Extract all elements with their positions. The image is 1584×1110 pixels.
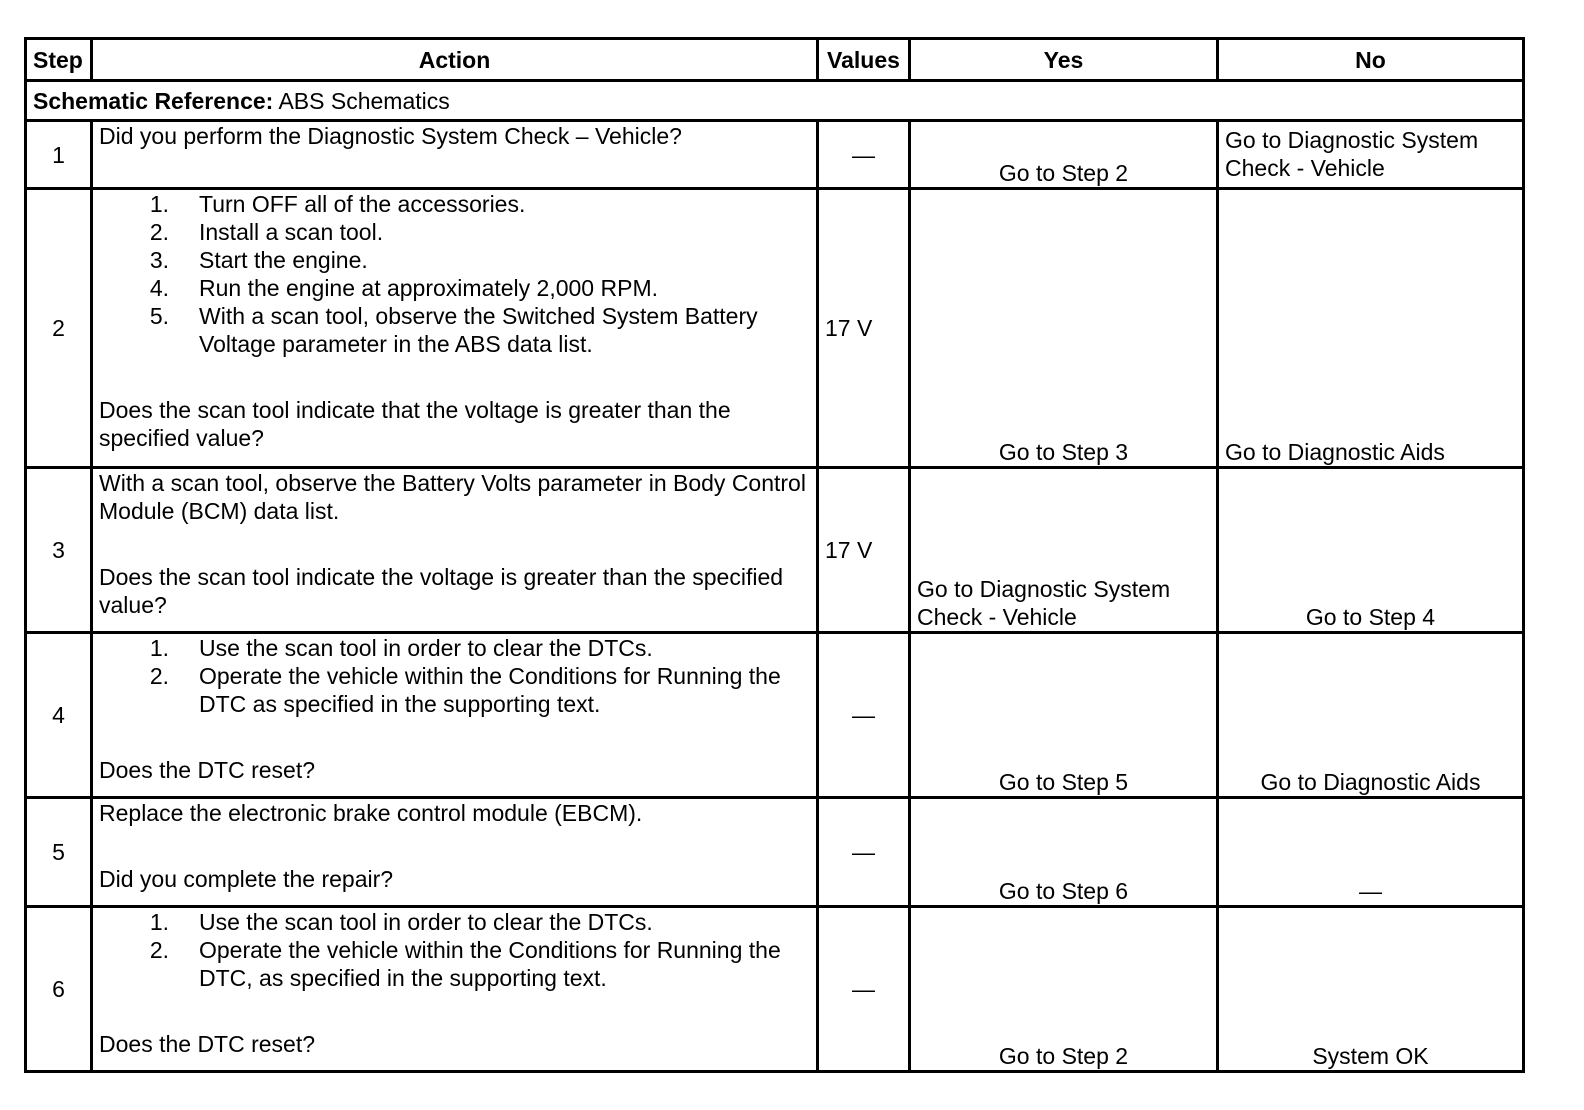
header-no: No: [1218, 39, 1524, 81]
step-number: 1: [26, 121, 92, 189]
list-item: 1. Use the scan tool in order to clear the DTCs.: [149, 909, 653, 935]
action-question: Does the scan tool indicate that the voltage is greater than the specified value?: [99, 397, 731, 451]
action-cell: [92, 468, 818, 633]
yes-cell: Go to Step 3: [910, 189, 1218, 468]
list-item: 2. Install a scan tool.: [149, 219, 384, 245]
table-row: [26, 798, 1524, 907]
step-number: 4: [26, 633, 92, 798]
no-cell: System OK: [1218, 907, 1524, 1072]
action-cell: [92, 633, 818, 798]
action-cell: [92, 907, 818, 1072]
step-number: 5: [26, 798, 92, 907]
list-item: 4. Run the engine at approximately 2,000 RPM.: [149, 275, 658, 301]
list-item: 1. Turn OFF all of the accessories.: [149, 191, 526, 217]
header-yes: Yes: [910, 39, 1218, 81]
schematic-reference-row: [26, 81, 1524, 121]
action-cell: [92, 121, 818, 189]
value-cell: —: [818, 633, 910, 798]
value-cell: 17 V: [818, 189, 910, 468]
yes-cell: Go to Step 2: [910, 121, 1218, 189]
action-question: Does the DTC reset?: [99, 1031, 316, 1057]
table-row: [26, 907, 1524, 1072]
yes-cell: Go to Step 6: [910, 798, 1218, 907]
value-cell: —: [818, 798, 910, 907]
step-number: 2: [26, 189, 92, 468]
table-row: [26, 189, 1524, 468]
no-cell: Go to Diagnostic Aids: [1218, 189, 1524, 468]
no-cell: Go to Diagnostic System Check - Vehicle: [1218, 121, 1524, 189]
list-item: 5. With a scan tool, observe the Switched System Battery Voltage parameter in the ABS data list.: [149, 303, 758, 357]
list-item: 2. Operate the vehicle within the Conditions for Running the DTC, as specified in the supporting text.: [149, 937, 781, 991]
yes-cell: Go to Step 2: [910, 907, 1218, 1072]
schematic-reference-value: ABS Schematics: [278, 87, 450, 114]
table-row: [26, 121, 1524, 189]
diagnostic-table: [24, 37, 1525, 1073]
action-steps-list: [99, 908, 810, 992]
no-cell: Go to Diagnostic Aids: [1218, 633, 1524, 798]
action-question: Did you complete the repair?: [99, 866, 394, 892]
action-intro: Replace the electronic brake control module (EBCM).: [99, 800, 643, 826]
table-row: [26, 468, 1524, 633]
value-cell: —: [818, 121, 910, 189]
no-cell: Go to Step 4: [1218, 468, 1524, 633]
step-number: 6: [26, 907, 92, 1072]
action-question: Does the DTC reset?: [99, 757, 316, 783]
action-cell: [92, 798, 818, 907]
header-row: [26, 39, 1524, 81]
action-question: Did you perform the Diagnostic System Check – Vehicle?: [99, 123, 682, 149]
header-values: Values: [818, 39, 910, 81]
yes-cell: Go to Diagnostic System Check - Vehicle: [910, 468, 1218, 633]
schematic-reference-label: Schematic Reference:: [33, 87, 274, 114]
list-item: 3. Start the engine.: [149, 247, 368, 273]
no-cell: —: [1218, 798, 1524, 907]
header-step: Step: [26, 39, 92, 81]
action-cell: [92, 189, 818, 468]
value-cell: 17 V: [818, 468, 910, 633]
yes-cell: Go to Step 5: [910, 633, 1218, 798]
action-steps-list: [99, 634, 810, 718]
step-number: 3: [26, 468, 92, 633]
schematic-reference: [26, 81, 1524, 121]
table-row: [26, 633, 1524, 798]
action-intro: With a scan tool, observe the Battery Volts parameter in Body Control Module (BCM) data list.: [99, 470, 806, 524]
value-cell: —: [818, 907, 910, 1072]
list-item: 1. Use the scan tool in order to clear the DTCs.: [149, 635, 653, 661]
list-item: 2. Operate the vehicle within the Conditions for Running the DTC as specified in the supporting text.: [149, 663, 781, 717]
header-action: Action: [92, 39, 818, 81]
action-question: Does the scan tool indicate the voltage is greater than the specified value?: [99, 564, 784, 618]
action-steps-list: [99, 190, 810, 358]
